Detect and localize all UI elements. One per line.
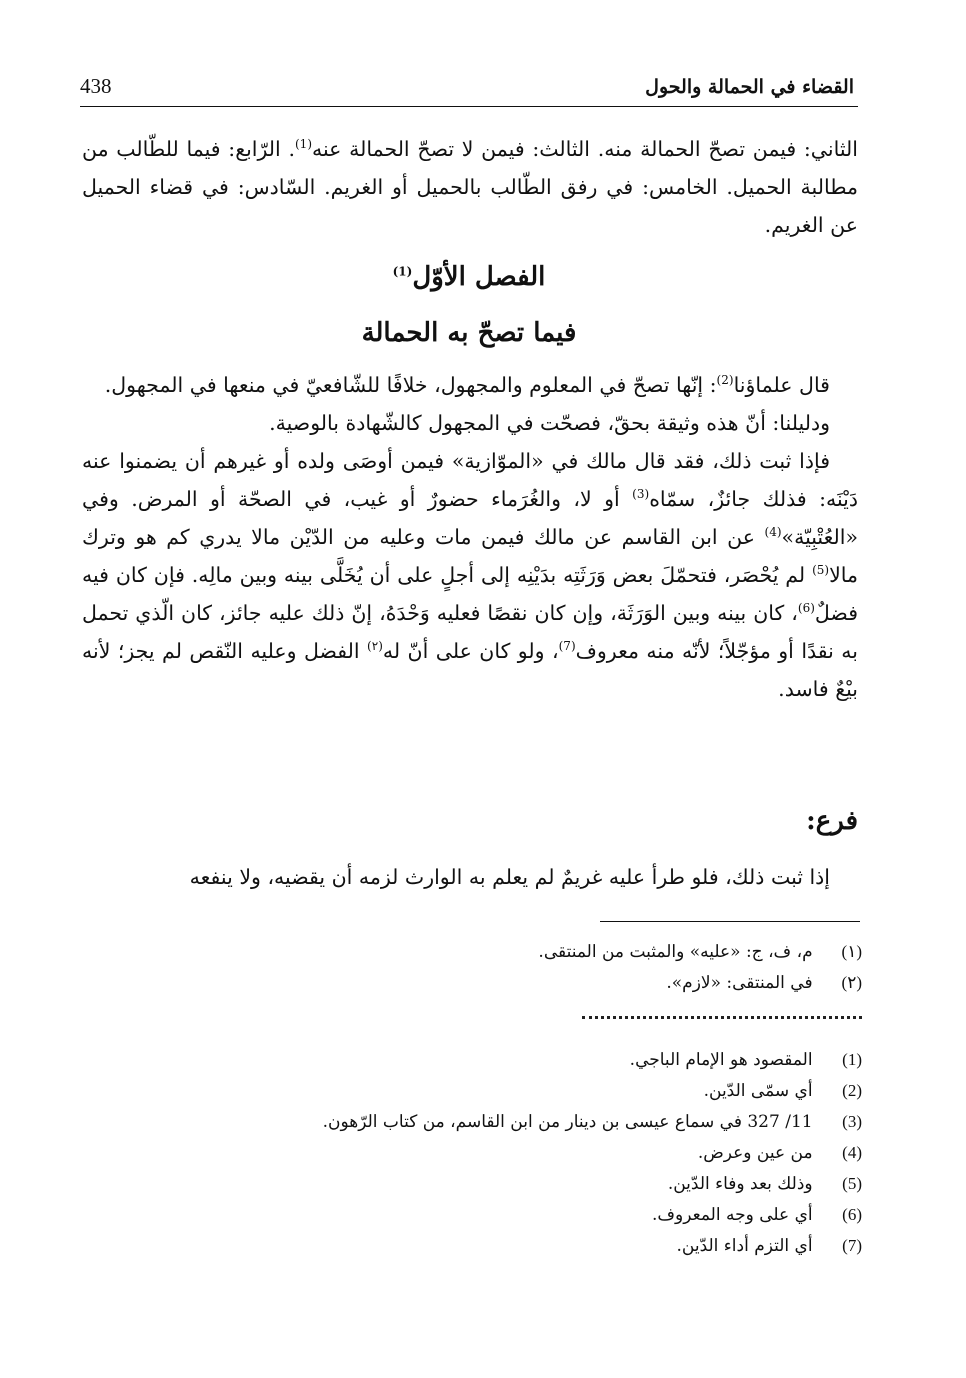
footnote-number: (3) xyxy=(842,1112,862,1131)
footnote-item xyxy=(80,1137,862,1168)
paragraph-text: لم يُحْصَر، فتحمّلَ بعض وَرَثَتِه بدَيْنِه إلى أجلٍ على أن يُخَلَّى بينه وبين مالِه. فإن كان فيه فضلٌ xyxy=(82,563,858,625)
footnote-text: من عين وعرض. xyxy=(697,1143,813,1163)
footnote-text: وذلك بعد وفاء الدّين. xyxy=(667,1174,813,1194)
footnote-marker: (6) xyxy=(797,601,815,616)
section-subtitle: فيما تصحّ به الحمالة xyxy=(361,318,577,348)
paragraph-text: ، كان بينه وبين الوَرَثَة، وإن كان نقصًا فعليه وَحْدَهُ، إنّ ذلك عليه جائز، كان الّذي تحمل به نقدًا أو مؤجّلاً؛ لأنّه منه معروف xyxy=(82,601,858,663)
footnote-text: أي على وجه المعروف. xyxy=(652,1205,813,1225)
footnote-marker: (5) xyxy=(812,563,830,578)
editor-footnotes xyxy=(80,936,862,998)
footnote-item xyxy=(80,1075,862,1106)
paragraph-text: ، ولو كان على أنّ له xyxy=(382,639,559,663)
paragraph-text: أو لا، والغُرَماء حضورٌ أو غيب، في الصحّة أو المرض. وفي «العُتْبِيّة» xyxy=(82,487,858,549)
paragraph-text: فإذا ثبت ذلك، فقد قال مالك في «الموّازية» فيمن أوصَى ولده أو غيرهم أن يضمنوا عنه دَيْنَه: فذلك جائزٌ، سمّاه xyxy=(82,449,858,511)
paragraph-2: ودليلنا: أنّ هذه وثيقة بحقّ، فصحّت في المجهول كالشّهادة بالوصية. xyxy=(269,411,830,435)
footnote-marker: (3) xyxy=(632,487,650,502)
footnote-text: 11/ 327 في سماع عيسى بن دينار من ابن القاسم، من كتاب الرّهون. xyxy=(322,1112,813,1132)
footnote-item xyxy=(80,967,862,998)
intro-text-1: الثاني: فيمن تصحّ الحمالة منه. الثالث: فيمن لا تصحّ الحمالة عنه xyxy=(312,137,858,161)
footnote-item xyxy=(80,1044,862,1075)
footnote-number: (2) xyxy=(842,1081,862,1100)
footnote-number: (4) xyxy=(842,1143,862,1162)
paragraph-text: : إنّها تصحّ في المعلوم والمجهول، خلافًا للشّافعيّ في منعها في المجهول. xyxy=(104,373,717,397)
paragraph-text: قال علماؤنا xyxy=(733,373,830,397)
footnote-item xyxy=(80,1168,862,1199)
footnote-number: (6) xyxy=(842,1205,862,1224)
paragraph-3 xyxy=(82,442,858,708)
footnote-item xyxy=(80,1230,862,1261)
footnote-text: في المنتقى: «لازم». xyxy=(666,973,813,993)
branch-text xyxy=(82,858,858,896)
paragraph-1 xyxy=(82,366,858,404)
footnote-item xyxy=(80,1106,862,1137)
footnote-marker: (2) xyxy=(716,373,734,388)
footnote-text: المقصود هو الإمام الباجي. xyxy=(629,1050,813,1070)
footnote-marker: (1) xyxy=(294,137,312,152)
footnote-marker: (٢) xyxy=(367,639,383,654)
paragraph-text: عن ابن القاسم عن مالك فيمن مات وعليه من الدّيْن مالا يدري كم هو وترك مالا xyxy=(82,525,858,587)
page-number: 438 xyxy=(80,74,112,98)
footnote-number: (5) xyxy=(842,1174,862,1193)
footnote-item xyxy=(80,936,862,967)
footnote-text: أي سمّى الدّين. xyxy=(703,1081,813,1101)
header-divider xyxy=(80,106,858,107)
intro-text-2: . الرّابع: فيما للطّالب من مطالبة الحميل. الخامس: في رفق الطّالب بالحميل أو الغريم. السّادس: في قضاء الحميل عن الغريم. xyxy=(82,137,858,237)
paragraph-text: الفضل وعليه النّقص لم يجز؛ لأنه بيْعٌ فاسد. xyxy=(82,639,858,701)
footnote-marker: (4) xyxy=(764,525,782,540)
page-header xyxy=(80,74,854,104)
footnote-number: (7) xyxy=(842,1236,862,1255)
footnote-divider xyxy=(600,921,860,922)
branch-heading: فرع: xyxy=(806,806,858,836)
footnote-number: (١) xyxy=(841,942,862,961)
footnote-item xyxy=(80,1199,862,1230)
author-footnotes xyxy=(80,1044,862,1261)
footnote-number: (٢) xyxy=(841,973,862,992)
section-title xyxy=(80,262,858,292)
footnote-marker: (7) xyxy=(558,639,576,654)
intro-paragraph xyxy=(82,130,858,244)
footnote-number: (1) xyxy=(842,1050,862,1069)
main-text xyxy=(82,366,858,708)
footnote-text: م، ف، ج: «عليه» والمثبت من المنتقى. xyxy=(538,942,813,962)
section-title-text: الفصل الأوّل xyxy=(412,262,546,292)
running-head: القضاء في الحمالة والحول xyxy=(645,76,854,98)
branch-paragraph: إذا ثبت ذلك، فلو طرأ عليه غريمٌ لم يعلم به الوارث لزمه أن يقضيه، ولا ينفعه xyxy=(189,865,830,889)
footnote-marker: (1) xyxy=(392,264,413,279)
footnote-dotted-divider xyxy=(582,1016,862,1019)
footnote-text: أي التزم أداء الدّين. xyxy=(676,1236,813,1256)
